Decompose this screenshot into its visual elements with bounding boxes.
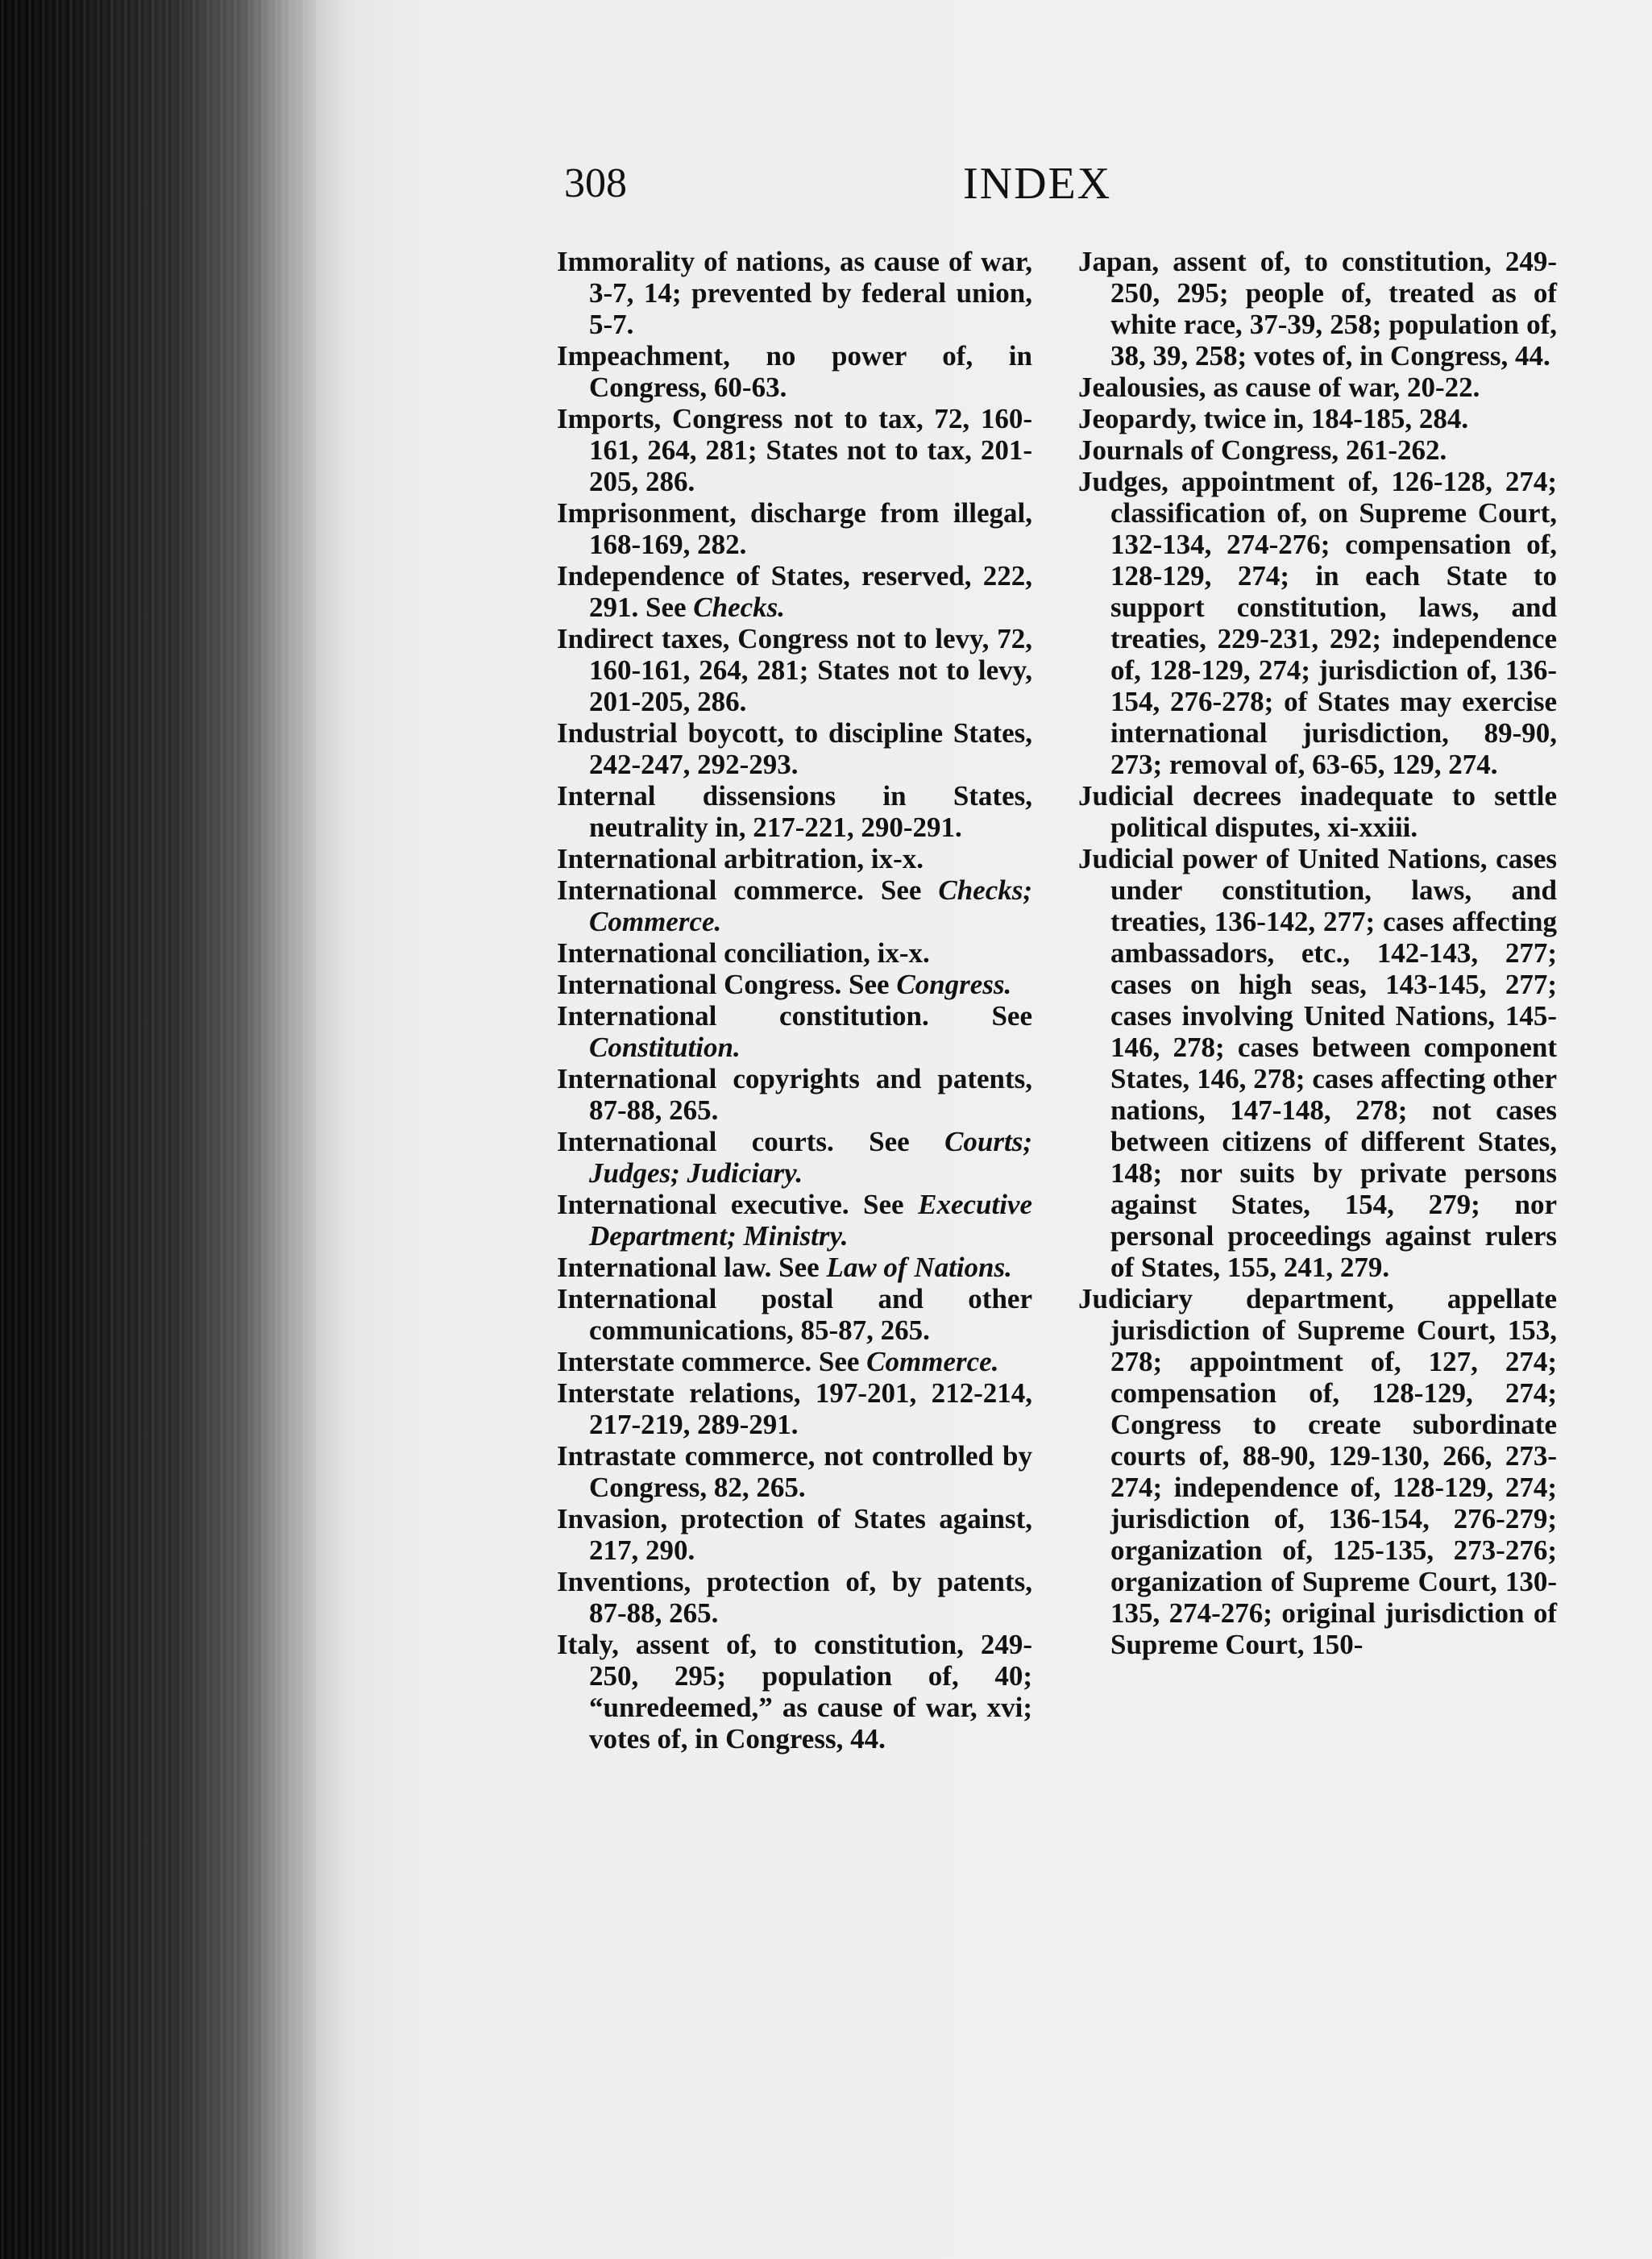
index-entry bbox=[1078, 372, 1557, 403]
index-entry-text: Indirect taxes, Congress not to levy, 72, 160-161, 264, 281; States not to levy, 201-205, 286. bbox=[557, 623, 1032, 717]
index-entry-text: Internal dissensions in States, neutrality in, 217-221, 290-291. bbox=[557, 780, 1032, 843]
index-entry bbox=[557, 1000, 1032, 1063]
cross-reference: Checks; Commerce. bbox=[589, 874, 1032, 937]
index-entry bbox=[1078, 466, 1557, 780]
index-entry-text: International constitution. See bbox=[557, 1000, 1032, 1032]
index-entry bbox=[557, 1629, 1032, 1754]
index-entry-text: Jealousies, as cause of war, 20-22. bbox=[1078, 372, 1480, 403]
index-entry bbox=[557, 1503, 1032, 1566]
index-entry-text: Imprisonment, discharge from illegal, 168-169, 282. bbox=[557, 497, 1032, 560]
index-entry bbox=[1078, 246, 1557, 372]
index-entry-text: Impeachment, no power of, in Congress, 60-63. bbox=[557, 340, 1032, 403]
index-entry bbox=[557, 780, 1032, 843]
index-entry bbox=[557, 717, 1032, 780]
page-number: 308 bbox=[564, 160, 627, 206]
index-entry-text: Independence of States, reserved, 222, 291. See bbox=[557, 560, 1032, 623]
index-entry bbox=[557, 1440, 1032, 1503]
index-entry bbox=[557, 1252, 1032, 1283]
cross-reference: Checks. bbox=[693, 592, 786, 623]
index-column-left bbox=[557, 246, 1032, 1754]
index-entry-text: International courts. See bbox=[557, 1126, 945, 1157]
index-entry bbox=[1078, 403, 1557, 434]
cross-reference: Commerce. bbox=[866, 1346, 999, 1377]
index-entry-text: Immorality of nations, as cause of war, 3-7, 14; prevented by federal union, 5-7. bbox=[557, 246, 1032, 340]
index-entry bbox=[557, 403, 1032, 497]
index-entry-text: Judicial decrees inadequate to settle political disputes, xi-xxiii. bbox=[1078, 780, 1557, 843]
index-entry-text: International arbitration, ix-x. bbox=[557, 843, 924, 874]
index-entry-text: International commerce. See bbox=[557, 874, 939, 906]
index-entry bbox=[557, 1377, 1032, 1440]
index-entry-text: Interstate commerce. See bbox=[557, 1346, 867, 1377]
index-entry-text: Japan, assent of, to constitution, 249-250, 295; people of, treated as of white race, 37-39, 258; population of, 38, 39, 258; votes of, in Congress, 44. bbox=[1078, 246, 1557, 372]
index-entry bbox=[557, 1346, 1032, 1377]
index-entry bbox=[1078, 780, 1557, 843]
cross-reference: Courts; Judges; Judiciary. bbox=[589, 1126, 1032, 1189]
index-entry-text: Italy, assent of, to constitution, 249-250, 295; population of, 40; “unredeemed,” as cause of war, xvi; votes of, in Congress, 44. bbox=[557, 1629, 1032, 1754]
index-entry-text: International copyrights and patents, 87-88, 265. bbox=[557, 1063, 1032, 1126]
index-entry-text: Judicial power of United Nations, cases under constitution, laws, and treaties, 136-142, 277; cases affecting ambassadors, etc., 142-143, 277; cases on high seas, 143-145, 277; cases involving United Nations, 145-146, 278; cases between component States, 146, 278; cases affecting other nations, 147-148, 278; not cases between citizens of different States, 148; nor suits by private persons against States, 154, 279; nor personal proceedings against rulers of States, 155, 241, 279. bbox=[1078, 843, 1557, 1283]
index-entry-text: Interstate relations, 197-201, 212-214, 217-219, 289-291. bbox=[557, 1377, 1032, 1440]
index-entry bbox=[557, 1283, 1032, 1346]
index-entry bbox=[557, 1566, 1032, 1629]
cross-reference: Executive Department; Ministry. bbox=[589, 1189, 1032, 1252]
index-entry bbox=[557, 1126, 1032, 1189]
index-entry-text: International law. See bbox=[557, 1252, 827, 1283]
cross-reference: Constitution. bbox=[589, 1032, 741, 1063]
index-entry-text: International executive. See bbox=[557, 1189, 919, 1220]
index-entry bbox=[557, 497, 1032, 560]
index-entry-text: Judges, appointment of, 126-128, 274; classification of, on Supreme Court, 132-134, 274-276; compensation of, 128-129, 274; in each State to support constitution, laws, and treaties, 229-231, 292; independence of, 128-129, 274; jurisdiction of, 136-154, 276-278; of States may exercise international jurisdiction, 89-90, 273; removal of, 63-65, 129, 274. bbox=[1078, 466, 1557, 780]
index-entry bbox=[557, 560, 1032, 623]
index-entry-text: Inventions, protection of, by patents, 87-88, 265. bbox=[557, 1566, 1032, 1629]
index-entry bbox=[557, 246, 1032, 340]
index-entry-text: Invasion, protection of States against, 217, 290. bbox=[557, 1503, 1032, 1566]
cross-reference: Congress. bbox=[896, 969, 1012, 1000]
index-entry-text: International postal and other communications, 85-87, 265. bbox=[557, 1283, 1032, 1346]
index-entry bbox=[557, 843, 1032, 874]
index-entry bbox=[557, 969, 1032, 1000]
index-entry bbox=[557, 937, 1032, 969]
index-entry-text: Judiciary department, appellate jurisdiction of Supreme Court, 153, 278; appointment of, 127, 274; compensation of, 128-129, 274; Congress to create subordinate courts of, 88-90, 129-130, 266, 273-274; independence of, 128-129, 274; jurisdiction of, 136-154, 276-279; organization of, 125-135, 273-276; organization of Supreme Court, 130-135, 274-276; original jurisdiction of Supreme Court, 150- bbox=[1078, 1283, 1557, 1660]
index-entry bbox=[557, 1063, 1032, 1126]
index-column-right bbox=[1078, 246, 1557, 1660]
index-entry bbox=[557, 874, 1032, 937]
index-entry bbox=[557, 340, 1032, 403]
book-binding-edge bbox=[0, 0, 322, 2259]
index-entry-text: Journals of Congress, 261-262. bbox=[1078, 434, 1447, 466]
index-entry bbox=[557, 1189, 1032, 1252]
index-entry-text: Imports, Congress not to tax, 72, 160-161, 264, 281; States not to tax, 201-205, 286. bbox=[557, 403, 1032, 497]
index-entry bbox=[1078, 1283, 1557, 1660]
cross-reference: Law of Nations. bbox=[826, 1252, 1012, 1283]
index-entry-text: International Congress. See bbox=[557, 969, 897, 1000]
index-entry-text: Industrial boycott, to discipline States, 242-247, 292-293. bbox=[557, 717, 1032, 780]
index-entry bbox=[1078, 843, 1557, 1283]
index-entry bbox=[557, 623, 1032, 717]
index-entry bbox=[1078, 434, 1557, 466]
index-entry-text: Jeopardy, twice in, 184-185, 284. bbox=[1078, 403, 1469, 434]
index-entry-text: International conciliation, ix-x. bbox=[557, 937, 930, 969]
index-entry-text: Intrastate commerce, not controlled by Congress, 82, 265. bbox=[557, 1440, 1032, 1503]
page-title: INDEX bbox=[963, 159, 1112, 209]
